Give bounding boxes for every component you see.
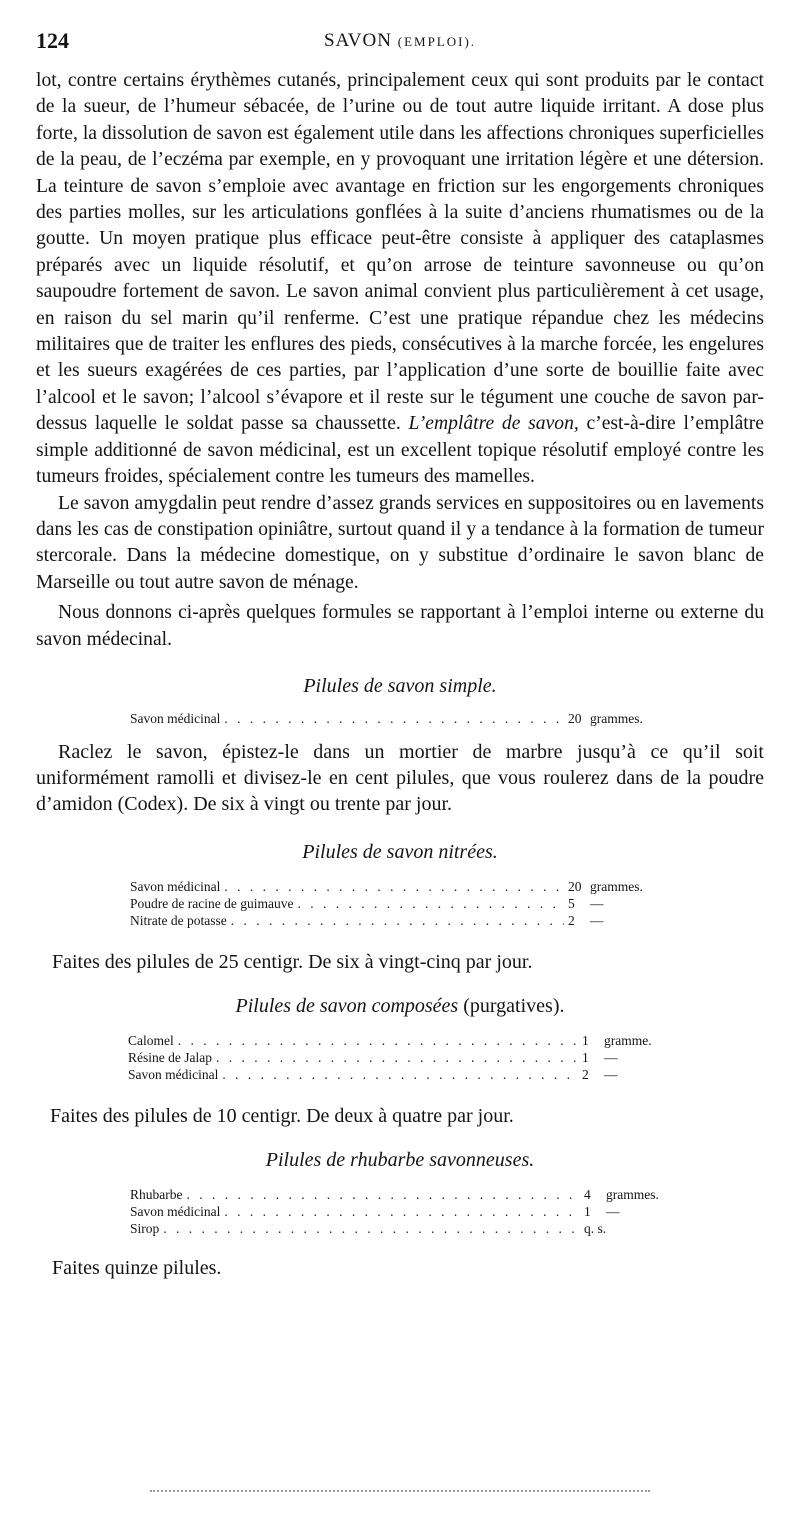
- recipe-4: [36, 1149, 764, 1281]
- ingredient-name: Savon médicinal: [130, 878, 221, 894]
- running-title-paren: (EMPLOI).: [397, 34, 477, 49]
- ingredient-qty: 5: [568, 895, 575, 911]
- recipe-3: [36, 995, 764, 1129]
- recipe-instruction: Faites quinze pilules.: [52, 1256, 222, 1279]
- dot-leader: [231, 912, 564, 929]
- ingredient-list: [128, 1032, 684, 1083]
- ingredient-unit: —: [590, 895, 604, 911]
- ingredient-row: [130, 912, 670, 929]
- ingredient-qty: 20: [568, 878, 582, 894]
- dot-leader: [297, 895, 564, 912]
- ingredient-qty: 1: [582, 1032, 589, 1048]
- ingredient-qty: 2: [582, 1066, 589, 1082]
- ingredient-qty: 2: [568, 912, 575, 928]
- paragraph-1-text-a: lot, contre certains érythèmes cutanés, principalement ceux qui sont produits par le contact de la sueur, de l’humeur sébacée, de l’urine ou de tout autre liquide irritant. A dose plus forte, la dissolution de savon est également utile dans les affections chroniques superficielles de la peau, de l’eczéma par exemple, en y provoquant une irritation légère et une détersion. La teinture de savon s’emploie avec avantage en friction sur les engorgements chroniques des parties molles, sur les articulations gonflées à la suite d’anciens rhumatismes ou de la goutte. Un moyen pratique plus efficace peut-être consiste à appliquer des cataplasmes préparés avec un liquide résolutif, et qu’on arrose de teinture savonneuse ou qu’on saupoudre fortement de savon. Le savon animal convient plus particulièrement à cet usage, en raison du sel marin qu’il renferme. C’est une pratique répandue chez les médecins militaires que de traiter les enflures des pieds, consécutives à la marche forcée, les engelures et les sueurs exagérées de ces parties, par l’application d’une sorte de bouillie faite avec l’alcool et le savon; l’alcool s’évapore et il reste sur le tégument une couche de savon par-dessus laquelle le soldat passe sa chaussette.: [36, 70, 764, 435]
- dot-leader: [216, 1049, 578, 1066]
- recipe-2: [36, 841, 764, 975]
- dot-leader: [163, 1220, 580, 1237]
- ingredient-row: [128, 1032, 684, 1049]
- page-number: 124: [36, 28, 69, 53]
- ingredient-name: Calomel: [128, 1032, 174, 1048]
- ingredient-name: Nitrate de potasse: [130, 912, 227, 928]
- ingredient-row: [130, 1220, 686, 1237]
- paragraph-3: Nous donnons ci-après quelques formules se rapportant à l’emploi interne ou externe du savon médecinal.: [36, 602, 764, 650]
- ingredient-unit: grammes.: [590, 878, 643, 894]
- paragraph-2: Le savon amygdalin peut rendre d’assez grands services en suppositoires ou en lavements dans les cas de constipation opiniâtre, surtout quand il y a tendance à la formation de tumeur stercorale. Dans la médecine domestique, on y substitue d’ordinaire le savon blanc de Marseille ou tout autre savon de ménage.: [36, 492, 764, 593]
- ingredient-qty: 4: [584, 1186, 591, 1202]
- footer-dotted-rule: [150, 1490, 650, 1492]
- ingredient-qty: 1: [584, 1203, 591, 1219]
- dot-leader: [224, 1203, 580, 1220]
- paragraph-1-emphasis: L’emplâtre de savon,: [408, 413, 579, 435]
- body-text: [36, 68, 764, 653]
- recipe-title: Pilules de rhubarbe savonneuses.: [265, 1148, 535, 1171]
- ingredient-name: Rhubarbe: [130, 1186, 183, 1202]
- ingredient-row: [130, 1186, 686, 1203]
- recipe-title: Pilules de savon simple.: [303, 674, 497, 697]
- dot-leader: [178, 1032, 578, 1049]
- ingredient-unit: —: [606, 1203, 620, 1219]
- ingredient-name: Résine de Jalap: [128, 1049, 212, 1065]
- running-title-main: SAVON: [323, 30, 392, 51]
- ingredient-unit: —: [604, 1066, 618, 1082]
- paragraph-1-text-b: c’est-à-dire l’emplâtre simple additionné de savon médicinal, est un excellent topique résolutif employé contre les tumeurs froides, spécialement contre les tumeurs des mamelles.: [36, 413, 764, 488]
- dot-leader: [186, 1186, 580, 1203]
- ingredient-row: [128, 1049, 684, 1066]
- paragraph-1: [36, 68, 764, 491]
- ingredient-row: [128, 1066, 684, 1083]
- dot-leader: [222, 1066, 578, 1083]
- ingredient-list: [130, 878, 670, 929]
- ingredient-unit: —: [604, 1049, 618, 1065]
- ingredient-unit: grammes.: [590, 710, 643, 726]
- ingredient-qty: 20: [568, 710, 582, 726]
- recipe-instruction: Raclez le savon, épistez-le dans un mortier de marbre jusqu’à ce qu’il soit uniformément ramolli et divisez-le en cent pilules, que vous roulerez dans de la poudre d’amidon (Codex). De six à vingt ou trente par jour.: [36, 740, 764, 815]
- ingredient-unit: —: [590, 912, 604, 928]
- ingredient-list: [130, 1186, 686, 1237]
- ingredient-unit: grammes.: [606, 1186, 659, 1202]
- book-page: [0, 28, 800, 1534]
- ingredient-name: Savon médicinal: [130, 1203, 221, 1219]
- running-head: [36, 28, 764, 62]
- ingredient-name: Savon médicinal: [128, 1066, 219, 1082]
- recipe-title-rest: (purgatives).: [458, 994, 565, 1017]
- ingredient-row: [130, 710, 670, 727]
- recipe-title-italic: Pilules de savon composées: [235, 994, 459, 1017]
- recipe-instruction: Faites des pilules de 25 centigr. De six à vingt-cinq par jour.: [52, 950, 533, 973]
- dot-leader: [224, 710, 564, 727]
- running-title: [36, 30, 764, 52]
- ingredient-name: Sirop: [130, 1220, 160, 1236]
- ingredient-name: Savon médicinal: [130, 710, 221, 726]
- ingredient-name: Poudre de racine de guimauve: [130, 895, 294, 911]
- recipe-instruction: Faites des pilules de 10 centigr. De deux à quatre par jour.: [50, 1104, 514, 1127]
- ingredient-row: [130, 878, 670, 895]
- ingredient-qty: q. s.: [584, 1220, 607, 1236]
- recipe-title: Pilules de savon nitrées.: [302, 840, 498, 863]
- recipe-title: [36, 995, 764, 1018]
- dot-leader: [224, 878, 564, 895]
- ingredient-row: [130, 1203, 686, 1220]
- ingredient-unit: gramme.: [604, 1032, 652, 1048]
- ingredient-list: [130, 710, 670, 727]
- ingredient-qty: 1: [582, 1049, 589, 1065]
- ingredient-row: [130, 895, 670, 912]
- recipe-1: [36, 675, 764, 817]
